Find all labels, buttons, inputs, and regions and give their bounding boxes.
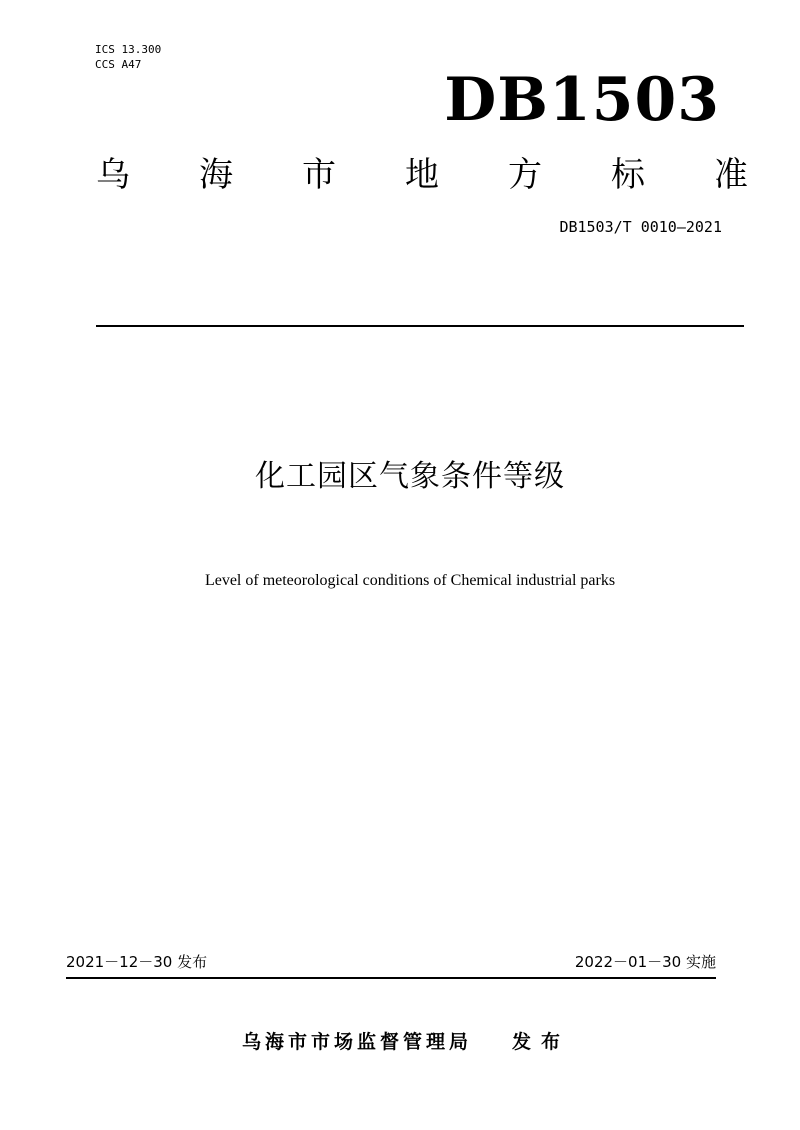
standard-type-char: 市 [302,155,336,195]
issue-date: 2021－12－30 发布 [66,953,208,971]
issuer-verb: 发布 [512,1031,571,1053]
standard-type-char: 标 [611,155,645,195]
standard-type-char: 准 [714,155,748,195]
standard-type-char: 方 [508,155,542,195]
issuer-name: 乌海市市场监督管理局 [241,1031,472,1053]
footer-divider [66,977,716,979]
issuer-line [0,1028,800,1056]
document-title-chinese: 化工园区气象条件等级 [255,459,565,494]
standard-type-char: 乌 [96,155,130,195]
standard-code: DB1503 [444,65,720,135]
ccs-code: CCS A47 [95,58,142,71]
standard-number: DB1503/T 0010—2021 [559,218,722,236]
ics-code: ICS 13.300 [95,43,162,56]
document-title-english: Level of meteorological conditions of Chemical industrial parks [204,572,616,589]
classification-codes [95,42,161,72]
standard-type-char: 海 [199,155,233,195]
standard-type-char: 地 [405,155,439,195]
header-divider [96,325,744,327]
date-row [66,950,716,974]
standard-type-title [96,152,748,198]
implementation-date: 2022－01－30 实施 [574,953,716,971]
